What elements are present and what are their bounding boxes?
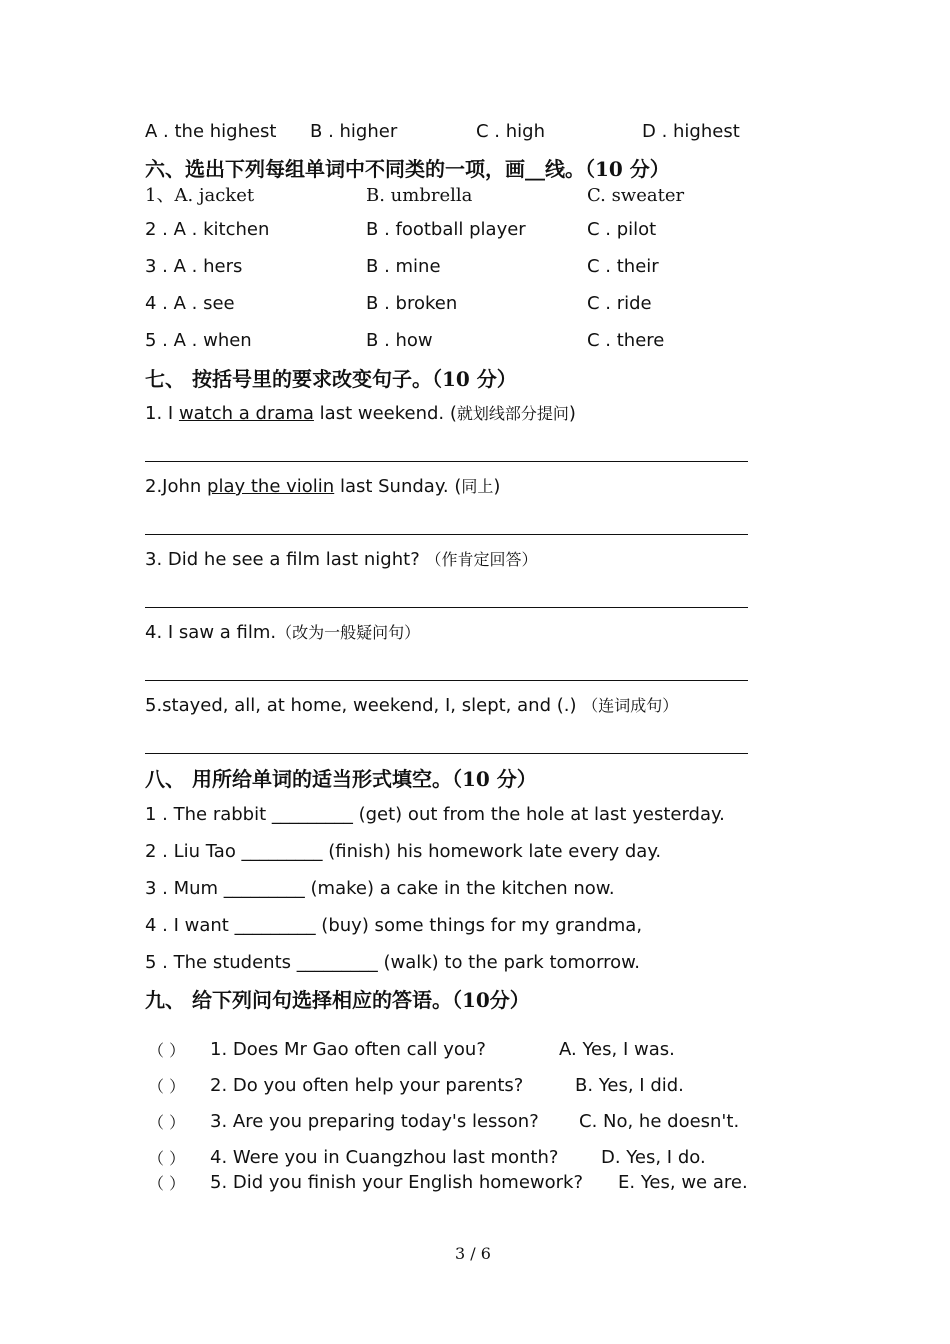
s9-question-3: 3. Are you preparing today's lesson? — [210, 1111, 539, 1132]
answer-line-3[interactable] — [145, 607, 748, 608]
section7-heading: 七、 按括号里的要求改变句子。（10 分） — [145, 367, 517, 391]
s9-question-1: 1. Does Mr Gao often call you? — [210, 1039, 486, 1060]
s7-q1-post: last weekend. ( — [313, 403, 457, 424]
s9-question-2: 2. Do you often help your parents? — [210, 1075, 524, 1096]
s8-item-5: 5 . The students _________ (walk) to the park tomorrow. — [145, 952, 640, 973]
option-d: D . highest — [642, 121, 740, 142]
s8-item-3: 3 . Mum _________ (make) a cake in the kitchen now. — [145, 878, 615, 899]
s9-question-4: 4. Were you in Cuangzhou last month? — [210, 1147, 559, 1168]
answer-line-5[interactable] — [145, 753, 748, 754]
s9-paren-3[interactable]: （ ） — [148, 1113, 186, 1132]
s6-row4-a: 4 . A . see — [145, 293, 235, 314]
s7-q3-text: 3. Did he see a film last night? — [145, 549, 420, 570]
s7-q2-underlined: play the violin — [207, 476, 335, 497]
s9-answer-4: D. Yes, I do. — [601, 1147, 706, 1168]
s6-row5-c: C . there — [587, 330, 665, 351]
s6-row1-c: C. sweater — [587, 185, 685, 206]
s7-q2-post: last Sunday. ( — [334, 476, 462, 497]
s7-q2-pre: 2.John — [145, 476, 208, 497]
s7-q1-close: ) — [568, 403, 576, 424]
s7-q2-close: ) — [493, 476, 501, 497]
s9-answer-5: E. Yes, we are. — [618, 1172, 748, 1193]
s7-q5-note: （连词成句） — [582, 696, 679, 715]
s9-answer-1: A. Yes, I was. — [559, 1039, 675, 1060]
s7-q4 — [145, 621, 420, 645]
s9-paren-1[interactable]: （ ） — [148, 1041, 186, 1060]
s6-row4-c: C . ride — [587, 293, 652, 314]
s7-q1-pre: 1. I — [145, 403, 179, 424]
s6-row2-a: 2 . A . kitchen — [145, 219, 270, 240]
s7-q1 — [145, 402, 576, 426]
s7-q4-note: （改为一般疑问句） — [276, 623, 421, 642]
s6-row5-b: B . how — [366, 330, 433, 351]
answer-line-2[interactable] — [145, 534, 748, 535]
s9-answer-3: C. No, he doesn't. — [579, 1111, 740, 1132]
s7-q2 — [145, 475, 500, 499]
s8-item-2: 2 . Liu Tao _________ (finish) his homework late every day. — [145, 841, 662, 862]
s6-row2-c: C . pilot — [587, 219, 657, 240]
s7-q5 — [145, 694, 678, 718]
s7-q1-underlined: watch a drama — [178, 403, 314, 424]
section9-heading: 九、 给下列问句选择相应的答语。（10分） — [145, 988, 530, 1012]
s9-paren-4[interactable]: （ ） — [148, 1149, 186, 1168]
s9-question-5: 5. Did you finish your English homework? — [210, 1172, 584, 1193]
answer-line-4[interactable] — [145, 680, 748, 681]
s7-q4-text: 4. I saw a film. — [145, 622, 277, 643]
s9-paren-2[interactable]: （ ） — [148, 1077, 186, 1096]
s9-paren-5[interactable]: （ ） — [148, 1174, 186, 1193]
s6-row3-b: B . mine — [366, 256, 441, 277]
s7-q3 — [145, 548, 538, 572]
s6-row2-b: B . football player — [366, 219, 526, 240]
option-a: A . the highest — [145, 121, 277, 142]
option-c: C . high — [476, 121, 545, 142]
page-number: 3 / 6 — [455, 1244, 491, 1263]
s6-row5-a: 5 . A . when — [145, 330, 252, 351]
s6-row3-a: 3 . A . hers — [145, 256, 243, 277]
answer-line-1[interactable] — [145, 461, 748, 462]
s8-item-4: 4 . I want _________ (buy) some things for my grandma, — [145, 915, 643, 936]
s7-q1-note: 就划线部分提问 — [456, 404, 569, 423]
s6-row3-c: C . their — [587, 256, 659, 277]
section8-heading: 八、 用所给单词的适当形式填空。（10 分） — [145, 767, 537, 791]
s8-item-1: 1 . The rabbit _________ (get) out from the hole at last yesterday. — [145, 804, 725, 825]
s7-q2-note: 同上 — [461, 477, 494, 496]
s7-q3-note: （作肯定回答） — [425, 550, 538, 569]
s7-q5-text: 5.stayed, all, at home, weekend, I, slept, and (.) — [145, 695, 577, 716]
s6-row1-a: 1、A. jacket — [145, 185, 255, 206]
section6-heading: 六、选出下列每组单词中不同类的一项，画__线。（10 分） — [145, 157, 670, 181]
s6-row1-b: B. umbrella — [366, 185, 473, 206]
s9-answer-2: B. Yes, I did. — [575, 1075, 684, 1096]
option-b: B . higher — [310, 121, 398, 142]
s6-row4-b: B . broken — [366, 293, 458, 314]
